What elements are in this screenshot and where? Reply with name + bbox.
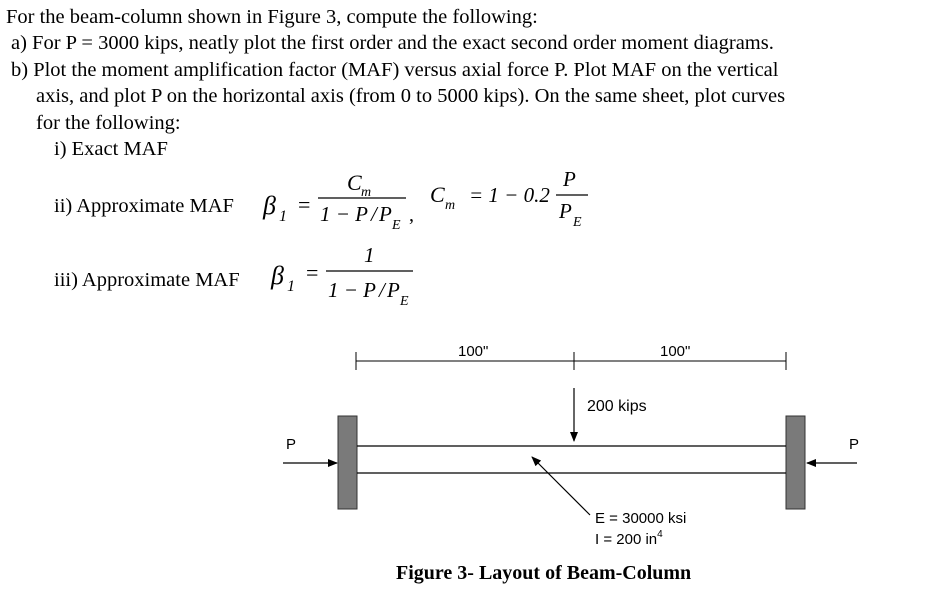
modulus-label: E = 30000 ksi <box>595 510 687 527</box>
property-leader-arrow <box>532 457 590 515</box>
part-b-line-2: axis, and plot P on the horizontal axis (from 0 to 5000 kips). On the same sheet, plot curves <box>36 85 786 107</box>
equals-sign: = <box>298 192 311 217</box>
numerator-one: 1 <box>364 243 375 267</box>
cm-lhs-sub: m <box>445 198 456 213</box>
pe-sub: E <box>392 218 401 233</box>
inertia-label <box>595 529 663 548</box>
part-a-text: a) For P = 3000 kips, neatly plot the first order and the exact second order moment diagrams. <box>11 32 774 54</box>
axial-load-right-label: P <box>849 436 860 453</box>
point-load-label: 200 kips <box>587 398 647 415</box>
cm-frac-pe-sub: E <box>573 215 582 230</box>
dimension-right-label: 100" <box>660 343 691 360</box>
pe-p: P <box>379 202 392 226</box>
beta-subscript-2: 1 <box>287 278 295 295</box>
equals-sign-2: = <box>306 260 319 285</box>
denominator-lead-2: 1 − P <box>328 278 376 302</box>
comma: , <box>409 204 414 226</box>
axial-load-left-label: P <box>286 436 297 453</box>
beta-symbol-2: β <box>271 261 284 290</box>
figure-caption: Figure 3- Layout of Beam-Column <box>396 562 692 584</box>
denominator-slash: / <box>371 202 377 226</box>
beta-symbol: β <box>263 191 276 220</box>
right-end-plate <box>786 416 805 509</box>
pe-p-2: P <box>387 278 400 302</box>
item-i-text: i) Exact MAF <box>54 138 168 160</box>
part-b-line-3: for the following: <box>36 112 181 134</box>
pe-sub-2: E <box>400 294 409 309</box>
item-ii-text: ii) Approximate MAF <box>54 195 234 217</box>
left-end-plate <box>338 416 357 509</box>
cm-numerator-sub: m <box>361 185 372 200</box>
dimension-left-label: 100" <box>458 343 489 360</box>
part-b-line-1: b) Plot the moment amplification factor (MAF) versus axial force P. Plot MAF on the vertical <box>11 59 779 81</box>
cm-rhs: = 1 − 0.2 <box>469 183 550 207</box>
cm-frac-p: P <box>563 167 576 191</box>
intro-text: For the beam-column shown in Figure 3, compute the following: <box>6 6 538 28</box>
beta-subscript: 1 <box>279 208 287 225</box>
cm-frac-pe: P <box>559 199 572 223</box>
inertia-exponent: 4 <box>657 529 663 540</box>
inertia-base: I = 200 in <box>595 531 658 548</box>
cm-numerator: C <box>347 170 362 195</box>
denominator-slash-2: / <box>379 278 385 302</box>
dimension-line <box>356 352 786 370</box>
cm-lhs: C <box>430 182 445 207</box>
denominator-lead: 1 − P <box>320 202 368 226</box>
item-iii-text: iii) Approximate MAF <box>54 269 240 291</box>
